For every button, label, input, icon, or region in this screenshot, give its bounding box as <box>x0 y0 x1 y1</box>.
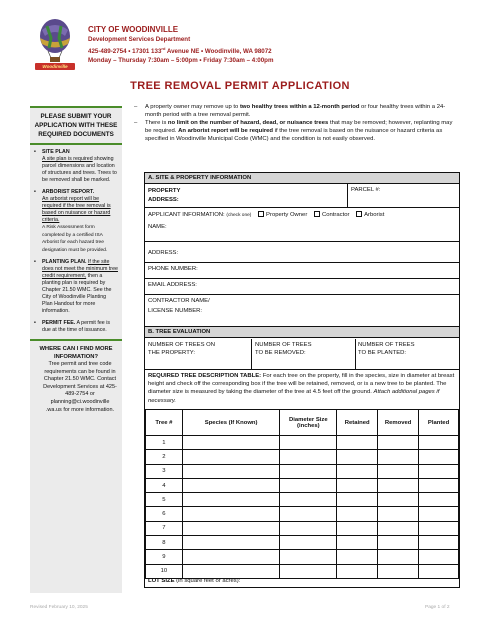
tree-number-cell: 5 <box>146 493 183 507</box>
bullet: • <box>34 259 36 265</box>
form-row-line <box>145 241 459 242</box>
intro-bold-segment: two healthy trees within a 12-month period <box>239 104 360 110</box>
form-row-line <box>145 369 459 370</box>
removed-cell[interactable] <box>378 493 419 507</box>
letterhead <box>88 25 448 65</box>
retained-cell[interactable] <box>337 521 378 535</box>
required-documents-list <box>34 149 118 334</box>
intro-paragraph-1 <box>134 103 460 119</box>
trees-planted-label: NUMBER OF TREES TO BE PLANTED: <box>358 342 415 357</box>
site-plan-requirement: A site plan is required <box>42 156 93 162</box>
section-b-header: B. TREE EVALUATION <box>145 326 459 338</box>
column-header-planted: Planted <box>419 410 459 436</box>
column-header-tree-number: Tree # <box>146 410 183 436</box>
address-input[interactable] <box>181 245 457 259</box>
removed-cell[interactable] <box>378 507 419 521</box>
site-plan-text: showing parcel dimensions and location of structures and trees. Trees to be removed shall be marked. <box>42 156 117 183</box>
intro-bold-segment: An arborist report will be required <box>178 128 273 135</box>
diameter-cell[interactable] <box>280 450 337 464</box>
diameter-cell[interactable] <box>280 436 337 450</box>
tree-number-cell: 3 <box>146 464 183 478</box>
arborist-report-requirement: An arborist report will be required if the tree removal is based on nuisance or hazard criteria. <box>42 196 111 223</box>
column-header-removed: Removed <box>378 410 419 436</box>
table-row <box>146 550 459 564</box>
column-header-species: Species (If Known) <box>182 410 280 436</box>
retained-cell[interactable] <box>337 450 378 464</box>
tree-description-table <box>145 409 459 579</box>
name-label: NAME: <box>148 224 167 230</box>
intro-bold-segment: no limit on the number of hazard, dead, or nuisance trees <box>167 120 329 127</box>
more-info-text: Tree permit and tree code requirements can be found in Chapter 21.50 WMC. Contact Development Services at 425-489-2754 or planning@ci.woodinville .wa.us for more information. <box>43 361 117 413</box>
column-header-diameter: Diameter Size (inches) <box>280 410 337 436</box>
table-row <box>146 536 459 550</box>
dash: – <box>134 104 138 110</box>
contact-superscript: rd <box>161 46 166 51</box>
diameter-cell[interactable] <box>280 507 337 521</box>
contractor-name-label: CONTRACTOR NAME/ <box>148 298 210 304</box>
dash: – <box>134 120 138 127</box>
field-divider <box>251 339 252 369</box>
lot-size-input[interactable] <box>255 575 457 587</box>
trees-removed-label: NUMBER OF TREES TO BE REMOVED: <box>255 342 312 357</box>
species-cell[interactable] <box>182 521 280 535</box>
removed-cell[interactable] <box>378 464 419 478</box>
tree-number-cell: 7 <box>146 521 183 535</box>
tree-number-cell: 4 <box>146 478 183 492</box>
removed-cell[interactable] <box>378 436 419 450</box>
species-cell[interactable] <box>182 464 280 478</box>
intro-text-segment: that may be removed; however, replanting may be required. <box>145 120 453 135</box>
more-info-heading: WHERE CAN I FIND MORE INFORMATION? <box>39 346 113 360</box>
diameter-cell[interactable] <box>280 493 337 507</box>
phone-label: PHONE NUMBER: <box>148 266 198 272</box>
name-input[interactable] <box>175 221 455 233</box>
address-label: ADDRESS: <box>148 250 179 256</box>
table-header-row <box>146 410 459 436</box>
sidebar-required-documents <box>30 106 122 593</box>
species-cell[interactable] <box>182 550 280 564</box>
list-item-arborist-report <box>34 189 118 254</box>
email-input[interactable] <box>205 280 457 292</box>
form-row-line <box>145 207 459 208</box>
arborist-report-label: ARBORIST REPORT. <box>42 189 95 195</box>
email-label: EMAIL ADDRESS: <box>148 282 197 288</box>
page-number: Page 1 of 2 <box>425 605 450 610</box>
tree-number-cell: 8 <box>146 536 183 550</box>
diameter-cell[interactable] <box>280 536 337 550</box>
planted-cell[interactable] <box>419 464 459 478</box>
intro-text-segment: There is <box>145 120 168 127</box>
retained-cell[interactable] <box>337 464 378 478</box>
species-cell[interactable] <box>182 507 280 521</box>
tree-table-body <box>146 436 459 579</box>
planted-cell[interactable] <box>419 436 459 450</box>
form-row-line <box>145 278 459 279</box>
diameter-cell[interactable] <box>280 521 337 535</box>
sidebar-divider <box>30 339 122 341</box>
list-item-permit-fee <box>34 320 118 334</box>
tree-number-cell: 1 <box>146 436 183 450</box>
arborist-report-text: A Risk Assessment form completed by a certified ISA Arborist for each hazard tree designation must be provided. <box>42 225 108 253</box>
species-cell[interactable] <box>182 478 280 492</box>
permit-fee-text: A permit fee is due at the time of issuance. <box>42 320 111 333</box>
planting-plan-requirement: If the site does not meet the minimum tree credit requirement, <box>42 259 118 279</box>
lot-size-label: LOT SIZE <box>148 578 175 584</box>
retained-cell[interactable] <box>337 493 378 507</box>
check-one-hint: (check one) <box>226 213 252 218</box>
intro-text-segment: if the tree removal is based on the nuisance or hazard criteria as specified in Woodinville Municipal Code (WMC) and the condition is not easily observed. <box>145 128 443 143</box>
permit-form <box>144 172 460 588</box>
field-divider <box>355 339 356 369</box>
sidebar-heading: PLEASE SUBMIT YOUR APPLICATION WITH THESE REQUIRED DOCUMENTS <box>34 113 118 138</box>
contractor-license-input[interactable] <box>215 296 457 316</box>
retained-cell[interactable] <box>337 550 378 564</box>
diameter-cell[interactable] <box>280 550 337 564</box>
trees-on-property-label: NUMBER OF TREES ON THE PROPERTY: <box>148 342 215 357</box>
retained-cell[interactable] <box>337 478 378 492</box>
retained-cell[interactable] <box>337 536 378 550</box>
phone-input[interactable] <box>205 264 457 276</box>
table-row <box>146 493 459 507</box>
city-logo <box>31 18 79 76</box>
arborist-option-label: Arborist <box>364 212 385 218</box>
tree-number-cell: 2 <box>146 450 183 464</box>
applicant-info-row <box>148 211 384 218</box>
intro-text-segment: or four healthy trees within a 24-month period with a tree removal permit. <box>145 104 446 119</box>
diameter-cell[interactable] <box>280 478 337 492</box>
species-cell[interactable] <box>182 493 280 507</box>
species-cell[interactable] <box>182 436 280 450</box>
retained-cell[interactable] <box>337 436 378 450</box>
property-owner-checkbox[interactable] <box>258 211 264 217</box>
property-address-input[interactable] <box>193 185 345 203</box>
planted-cell[interactable] <box>419 521 459 535</box>
diameter-cell[interactable] <box>280 464 337 478</box>
species-cell[interactable] <box>182 450 280 464</box>
parcel-input[interactable] <box>385 185 457 203</box>
removed-cell[interactable] <box>378 478 419 492</box>
retained-cell[interactable] <box>337 507 378 521</box>
applicant-info-label: APPLICANT INFORMATION: <box>148 212 225 218</box>
tree-number-cell: 9 <box>146 550 183 564</box>
planted-cell[interactable] <box>419 478 459 492</box>
planted-cell[interactable] <box>419 493 459 507</box>
table-row <box>146 464 459 478</box>
tree-number-cell: 10 <box>146 564 183 578</box>
list-item-planting-plan <box>34 259 118 315</box>
field-divider <box>347 184 348 207</box>
sidebar-divider <box>30 143 122 145</box>
contact-line <box>88 44 448 56</box>
planting-plan-text: then a planting plan is required by Chapter 21.50 WMC. See the City of Woodinville Planting Plan Handout for more information. <box>42 273 112 314</box>
parcel-label: PARCEL #: <box>351 187 381 193</box>
planted-cell[interactable] <box>419 507 459 521</box>
permit-fee-label: PERMIT FEE. <box>42 320 76 326</box>
contractor-option-label: Contractor <box>321 212 350 218</box>
intro-text-segment: A property owner may remove up to <box>145 104 240 110</box>
tree-number-cell: 6 <box>146 507 183 521</box>
property-address-label: PROPERTY ADDRESS: <box>148 188 181 203</box>
intro-paragraph-2 <box>134 119 460 143</box>
column-header-retained: Retained <box>337 410 378 436</box>
form-row-line <box>145 262 459 263</box>
page-title: TREE REMOVAL PERMIT APPLICATION <box>130 80 350 92</box>
city-name: CITY OF WOODINVILLE <box>88 25 179 34</box>
planted-cell[interactable] <box>419 550 459 564</box>
removed-cell[interactable] <box>378 550 419 564</box>
site-plan-label: SITE PLAN <box>42 149 70 155</box>
revision-date: Revised February 10, 2025 <box>30 605 88 610</box>
lot-size-row <box>148 578 240 584</box>
tree-table-instructions-text: For each tree on the property, fill in the species, size in diameter at breast height and check off the corresponding box if the tree will be retained, removed, or is a new tree to be planted. The diameter size is measured by taking the diameter of the tree at 4.5 feet off the ground. <box>148 373 455 396</box>
table-row <box>146 507 459 521</box>
contractor-checkbox[interactable] <box>314 211 320 217</box>
removed-cell[interactable] <box>378 521 419 535</box>
license-number-label: LICENSE NUMBER: <box>148 308 203 314</box>
intro-text <box>134 103 460 143</box>
removed-cell[interactable] <box>378 536 419 550</box>
lot-size-hint: (in square feet or acres): <box>174 578 241 584</box>
property-owner-option-label: Property Owner <box>266 212 308 218</box>
tree-table-instructions-note: Attach additional pages if necessary. <box>148 389 440 404</box>
planted-cell[interactable] <box>419 450 459 464</box>
table-row <box>146 450 459 464</box>
species-cell[interactable] <box>182 536 280 550</box>
contact-phone-address: 425-489-2754 • 17301 133 <box>88 48 162 56</box>
bullet: • <box>34 320 36 326</box>
tree-table-instructions <box>148 372 458 405</box>
table-row <box>146 478 459 492</box>
list-item-site-plan <box>34 149 118 184</box>
tree-table-instructions-heading: REQUIRED TREE DESCRIPTION TABLE: <box>148 373 262 379</box>
removed-cell[interactable] <box>378 450 419 464</box>
department-name: Development Services Department <box>88 36 191 43</box>
planting-plan-label: PLANTING PLAN. <box>42 259 87 265</box>
section-a-header: A. SITE & PROPERTY INFORMATION <box>145 173 459 184</box>
bullet: • <box>34 149 36 155</box>
arborist-checkbox[interactable] <box>356 211 362 217</box>
logo-text: Woodinville <box>42 64 68 69</box>
contact-city-zip: Avenue NE • Woodinville, WA 98072 <box>165 48 272 56</box>
table-row <box>146 436 459 450</box>
table-row <box>146 521 459 535</box>
planted-cell[interactable] <box>419 536 459 550</box>
bullet: • <box>34 189 36 195</box>
form-row-line <box>145 294 459 295</box>
office-hours: Monday – Thursday 7:30am – 5:00pm • Friday 7:30am – 4:00pm <box>88 57 274 65</box>
